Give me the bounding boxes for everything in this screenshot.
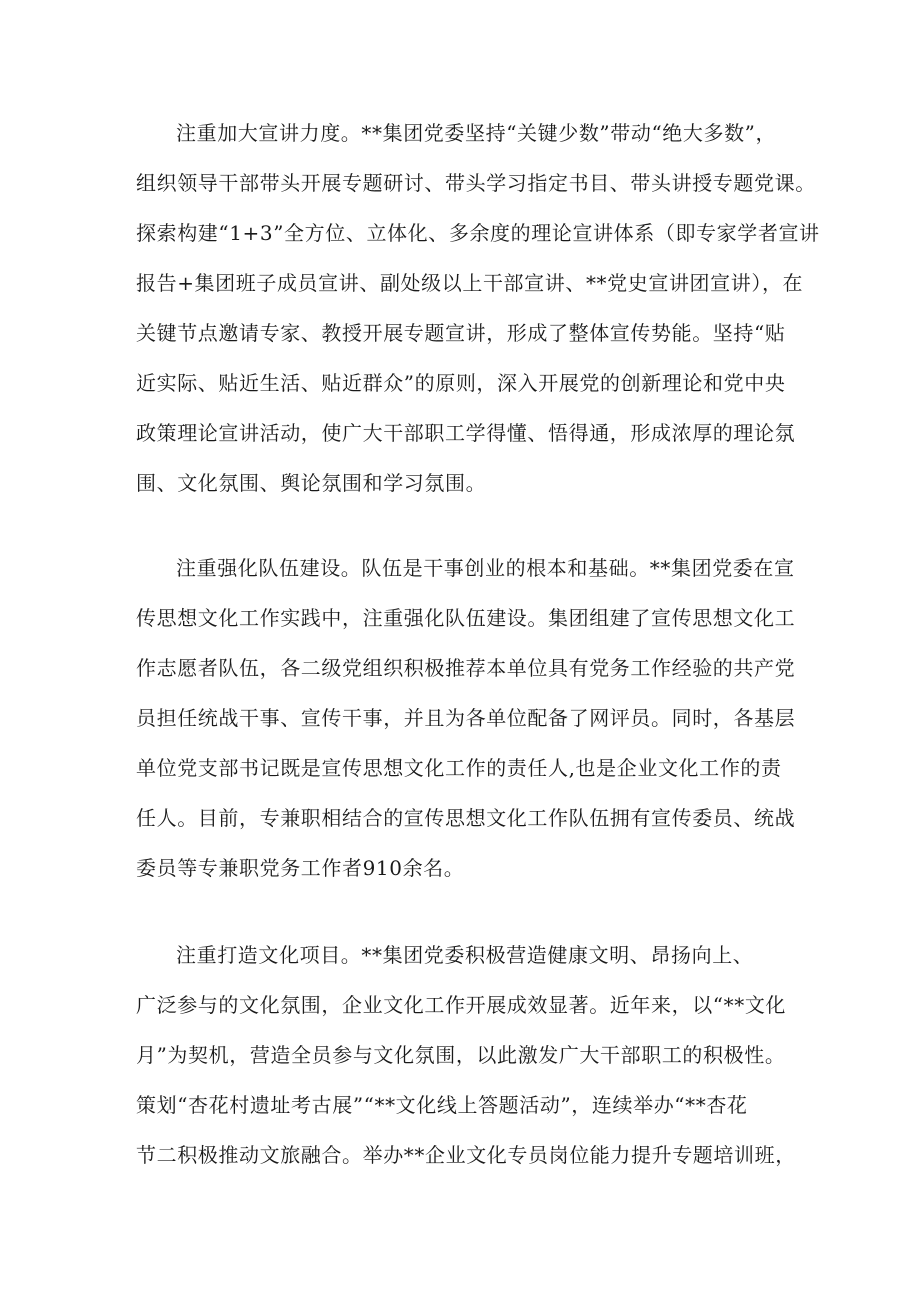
paragraph-line: 探索构建“1+3”全方位、立体化、多余度的理论宣讲体系（即专家学者宣讲 <box>136 221 820 245</box>
paragraph-line: 月”为契机，营造全员参与文化氛围，以此激发广大干部职工的积极性。 <box>136 1043 786 1067</box>
paragraph-line: 注重强化队伍建设。队伍是干事创业的根本和基础。**集团党委在宣 <box>176 556 795 580</box>
paragraph-line: 组织领导干部带头开展专题研讨、带头学习指定书目、带头讲授专题党课。 <box>136 171 816 195</box>
paragraph-line: 关键节点邀请专家、教授开展专题宣讲，形成了整体宣传势能。坚持“贴 <box>136 321 786 345</box>
paragraph-culture-projects <box>136 930 796 1180</box>
paragraph-line: 作志愿者队伍，各二级党组织积极推荐本单位具有党务工作经验的共产党 <box>136 656 796 680</box>
paragraph-line: 报告+集团班子成员宣讲、副处级以上干部宣讲、**党史宣讲团宣讲），在 <box>136 271 804 295</box>
paragraph-line: 节二积极推动文旅融合。举办**企业文化专员岗位能力提升专题培训班， <box>136 1143 796 1167</box>
paragraph-line: 注重加大宣讲力度。**集团党委坚持“关键少数”带动“绝大多数”， <box>176 121 777 145</box>
paragraph-line: 传思想文化工作实践中，注重强化队伍建设。集团组建了宣传思想文化工 <box>136 606 796 630</box>
paragraph-line: 策划“杏花村遗址考古展”“**文化线上答题活动”，连续举办“**杏花 <box>136 1093 748 1117</box>
paragraph-line: 广泛参与的文化氛围，企业文化工作开展成效显著。近年来，以“**文化 <box>136 993 787 1017</box>
paragraph-line: 任人。目前，专兼职相结合的宣传思想文化工作队伍拥有宣传委员、统战 <box>136 806 796 830</box>
paragraph-line: 单位党支部书记既是宣传思想文化工作的责任人,也是企业文化工作的责 <box>136 756 782 780</box>
paragraph-team-building <box>136 543 796 893</box>
paragraph-line: 近实际、贴近生活、贴近群众”的原则，深入开展党的创新理论和党中央 <box>136 371 786 395</box>
paragraph-line: 围、文化氛围、舆论氛围和学习氛围。 <box>136 471 487 495</box>
paragraph-line: 政策理论宣讲活动，使广大干部职工学得懂、悟得通，形成浓厚的理论氛 <box>136 421 796 445</box>
paragraph-line: 委员等专兼职党务工作者910余名。 <box>136 856 465 880</box>
paragraph-line: 注重打造文化项目。**集团党委积极营造健康文明、昂扬向上、 <box>176 943 754 967</box>
paragraph-propaganda-lectures <box>136 108 820 508</box>
paragraph-line: 员担任统战干事、宣传干事，并且为各单位配备了网评员。同时，各基层 <box>136 706 796 730</box>
